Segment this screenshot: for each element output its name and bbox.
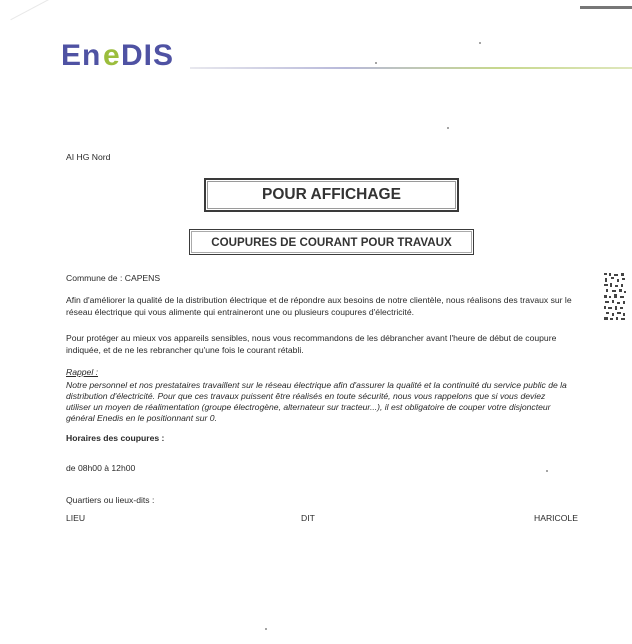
title-box (204, 178, 459, 212)
subtitle-box (189, 229, 474, 255)
location-column-haricole: HARICOLE (534, 513, 578, 523)
intro-paragraph: Afin d'améliorer la qualité de la distribution électrique et de répondre aux besoins de notre clientèle, nous réalisons des travaux sur le réseau électrique qui vous alimente qui entraineront une ou plusieurs coupures d'électricité. (66, 295, 572, 317)
reminder-heading: Rappel : (66, 367, 99, 377)
scan-artifact (0, 0, 73, 20)
page-subtitle: COUPURES DE COURANT POUR TRAVAUX (211, 235, 452, 249)
scan-speck (265, 628, 267, 630)
location-column-lieu: LIEU (66, 513, 86, 523)
reminder-paragraph: Notre personnel et nos prestataires travaillent sur le réseau électrique afin d'assurer la qualité et la continuité du service public de la distribution d'électricité. Pour que ces travaux puissent être réalisés en toute sécurité, nous vous rappelons que si vous deviez utiliser un moyen de réalimentation (groupe électrogène, alternateur sur tracteur...), il est obligatoire de couper votre disjoncteur général Enedis en le positionnant sur 0. (66, 380, 567, 423)
svg-text:DIS: DIS (121, 40, 175, 70)
scan-speck (447, 127, 449, 129)
commune-label: Commune de : CAPENS (66, 273, 161, 283)
scan-speck (479, 42, 481, 44)
scan-edge (580, 6, 632, 9)
svg-text:e: e (103, 40, 121, 70)
svg-text:En: En (61, 40, 102, 70)
scan-speck (546, 470, 548, 472)
locations-heading: Quartiers ou lieux-dits : (66, 495, 155, 505)
enedis-logo (61, 40, 183, 75)
sender-label: AI HG Nord (66, 152, 111, 162)
page-title: POUR AFFICHAGE (262, 186, 401, 203)
advice-paragraph: Pour protéger au mieux vos appareils sensibles, nous vous recommandons de les débrancher avant l'heure de début de coupure indiquée, et de ne les rebrancher qu'une fois le courant rétabli. (66, 333, 557, 355)
datamatrix-code (603, 272, 627, 322)
schedule-heading: Horaires des coupures : (66, 433, 165, 443)
scan-speck (375, 62, 377, 64)
schedule-value: de 08h00 à 12h00 (66, 463, 136, 473)
header-rule (190, 67, 632, 69)
location-column-dit: DIT (301, 513, 315, 523)
